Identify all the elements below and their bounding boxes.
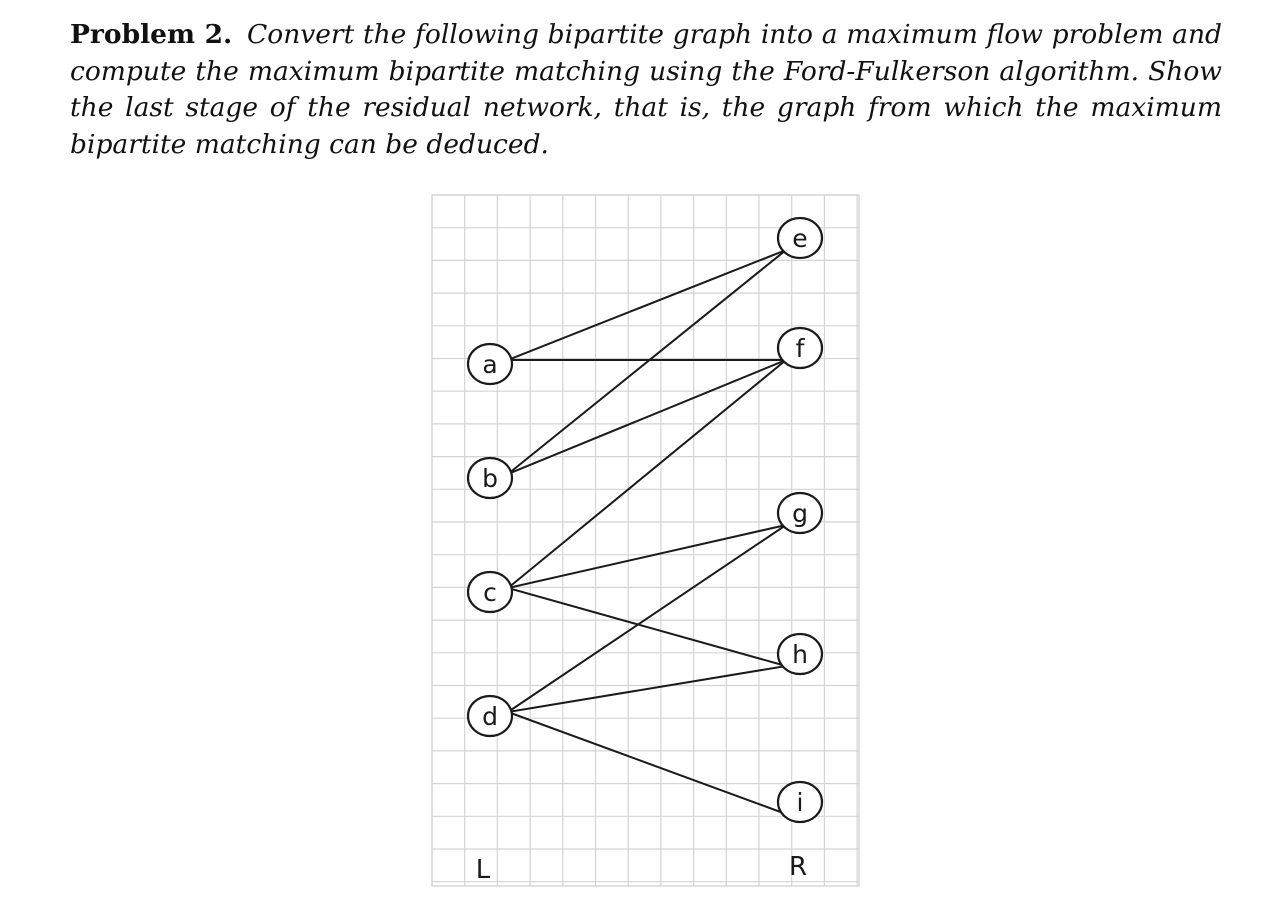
node-d [468, 696, 512, 736]
node-i [778, 782, 822, 822]
edge-a-e [508, 250, 786, 360]
node-label-e: e [792, 224, 808, 253]
node-label-c: c [483, 578, 497, 607]
node-label-f: f [795, 334, 805, 363]
edge-c-h [508, 588, 786, 666]
node-label-h: h [792, 640, 808, 669]
edge-layer [508, 250, 786, 814]
right-side-label: R [788, 852, 808, 882]
edge-b-e [508, 250, 786, 474]
node-label-i: i [796, 788, 804, 817]
problem-title: Problem 2. [70, 19, 233, 50]
edge-d-h [508, 666, 786, 712]
node-e [778, 218, 822, 258]
node-layer [468, 218, 822, 822]
left-side-label: L [475, 855, 491, 885]
node-f [778, 328, 822, 368]
node-g [778, 493, 822, 533]
node-label-g: g [792, 499, 808, 528]
node-b [468, 458, 512, 498]
node-label-b: b [482, 464, 498, 493]
edge-c-g [508, 525, 786, 588]
node-a [468, 344, 512, 384]
node-c [468, 572, 512, 612]
edge-d-i [508, 712, 786, 814]
node-h [778, 634, 822, 674]
node-label-d: d [482, 702, 498, 731]
problem-statement: Convert the following bipartite graph into a maximum flow problem and compute the maximum bipartite matching using the Ford-Fulkerson algorithm. Show the last stage of the residual network, that is, the graph from which the maximum bipartite matching can be deduced. [70, 19, 1222, 160]
node-label-a: a [482, 350, 498, 379]
